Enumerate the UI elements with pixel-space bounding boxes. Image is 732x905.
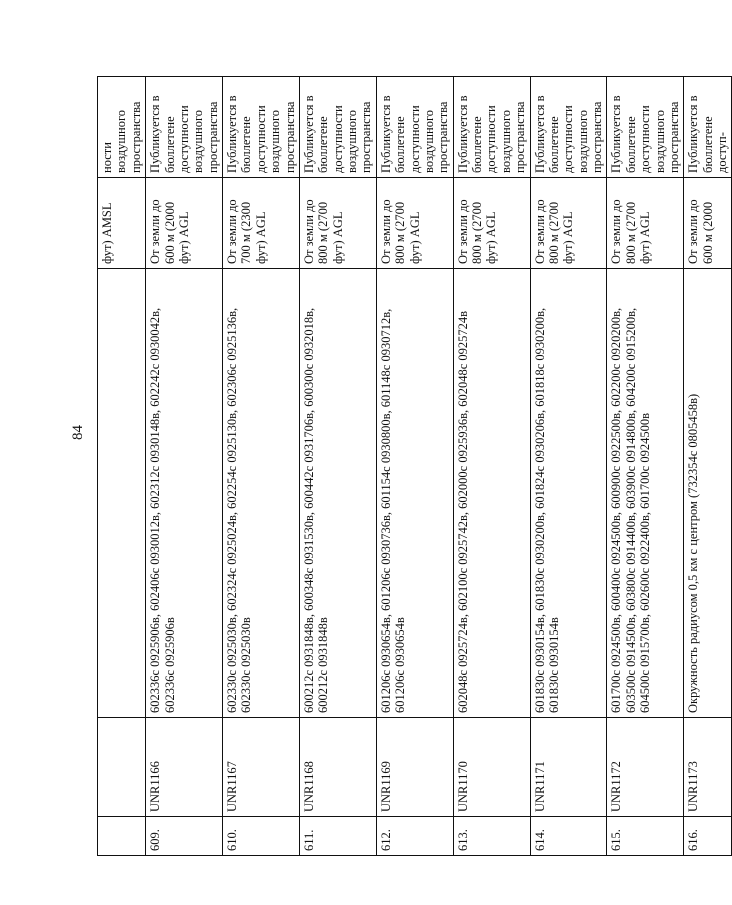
id-cell: UNR1168: [299, 718, 376, 817]
altitude-cell: От земли до 800 м (2700 фут) AGL: [299, 178, 376, 269]
id-cell: UNR1167: [223, 718, 300, 817]
coords-cell: 601206с 0930654в, 601206с 0930736в, 601154с 0930800в, 601148с 0930712в, 601206с 0930654в: [376, 269, 453, 718]
num-cell: 614.: [530, 817, 607, 856]
num-cell: 611.: [299, 817, 376, 856]
altitude-cell: фут) AMSL: [98, 178, 146, 269]
publication-cell: Публикуется в бюллетене доступ-: [684, 77, 732, 178]
id-cell: [98, 718, 146, 817]
num-cell: 616.: [684, 817, 732, 856]
num-cell: [98, 817, 146, 856]
coords-cell: 602330с 0925030в, 602324с 0925024в, 602254с 0925130в, 602306с 0925136в, 602330с 0925030в: [223, 269, 300, 718]
id-cell: UNR1170: [453, 718, 530, 817]
altitude-cell: От земли до 800 м (2700 фут) AGL: [376, 178, 453, 269]
table-row: [684, 77, 732, 856]
coords-cell: 600212с 0931848в, 600348с 0931530в, 600442с 0931706в, 600300с 0932018в, 600212с 0931848в: [299, 269, 376, 718]
table-row: [607, 77, 684, 856]
coords-cell: 602336с 0925906в, 602406с 0930012в, 602312с 0930148в, 602242с 0930042в, 602336с 0925906в: [146, 269, 223, 718]
table-row: [376, 77, 453, 856]
publication-cell: Публикуется в бюллетене доступности воздушного пространства: [223, 77, 300, 178]
num-cell: 612.: [376, 817, 453, 856]
id-cell: UNR1173: [684, 718, 732, 817]
page-number: 84: [70, 425, 86, 440]
airspace-table-rotated: [97, 76, 729, 856]
table-row-continuation: [98, 77, 146, 856]
num-cell: 613.: [453, 817, 530, 856]
id-cell: UNR1166: [146, 718, 223, 817]
num-cell: 610.: [223, 817, 300, 856]
altitude-cell: От земли до 800 м (2700 фут) AGL: [530, 178, 607, 269]
publication-cell: Публикуется в бюллетене доступности воздушного пространства: [376, 77, 453, 178]
coords-cell: Окружность радиусом 0,5 км с центром (732354с 0805458в): [684, 269, 732, 718]
table-row: [223, 77, 300, 856]
publication-cell: Публикуется в бюллетене доступности воздушного пространства: [607, 77, 684, 178]
altitude-cell: От земли до 700 м (2300 фут) AGL: [223, 178, 300, 269]
id-cell: UNR1171: [530, 718, 607, 817]
altitude-cell: От земли до 600 м (2000: [684, 178, 732, 269]
altitude-cell: От земли до 800 м (2700 фут) AGL: [607, 178, 684, 269]
table-row: [146, 77, 223, 856]
coords-cell: [98, 269, 146, 718]
table-row: [299, 77, 376, 856]
coords-cell: 601830с 0930154в, 601830с 0930200в, 601824с 0930206в, 601818с 0930200в, 601830с 0930154в: [530, 269, 607, 718]
altitude-cell: От земли до 600 м (2000 фут) AGL: [146, 178, 223, 269]
coords-cell: 601700с 0924500в, 600400с 0924500в, 600900с 0922500в, 602200с 0920200в, 603500с 0914500в, 603800с 0914400в, 603900с 0914800в, 604200с 0915200в, 604500с 0915700в, 602600с 0922400в, 601700с 0924500в: [607, 269, 684, 718]
publication-cell: Публикуется в бюллетене доступности воздушного пространства: [146, 77, 223, 178]
publication-cell: Публикуется в бюллетене доступности воздушного пространства: [299, 77, 376, 178]
table-row: [530, 77, 607, 856]
publication-cell: ности воздушного пространства: [98, 77, 146, 178]
id-cell: UNR1172: [607, 718, 684, 817]
publication-cell: Публикуется в бюллетене доступности воздушного пространства: [453, 77, 530, 178]
publication-cell: Публикуется в бюллетене доступности воздушного пространства: [530, 77, 607, 178]
id-cell: UNR1169: [376, 718, 453, 817]
num-cell: 609.: [146, 817, 223, 856]
table-row: [453, 77, 530, 856]
altitude-cell: От земли до 800 м (2700 фут) AGL: [453, 178, 530, 269]
num-cell: 615.: [607, 817, 684, 856]
coords-cell: 602048с 0925724в, 602100с 0925742в, 602000с 0925936в, 602048с 0925724в: [453, 269, 530, 718]
airspace-table: [97, 76, 732, 856]
